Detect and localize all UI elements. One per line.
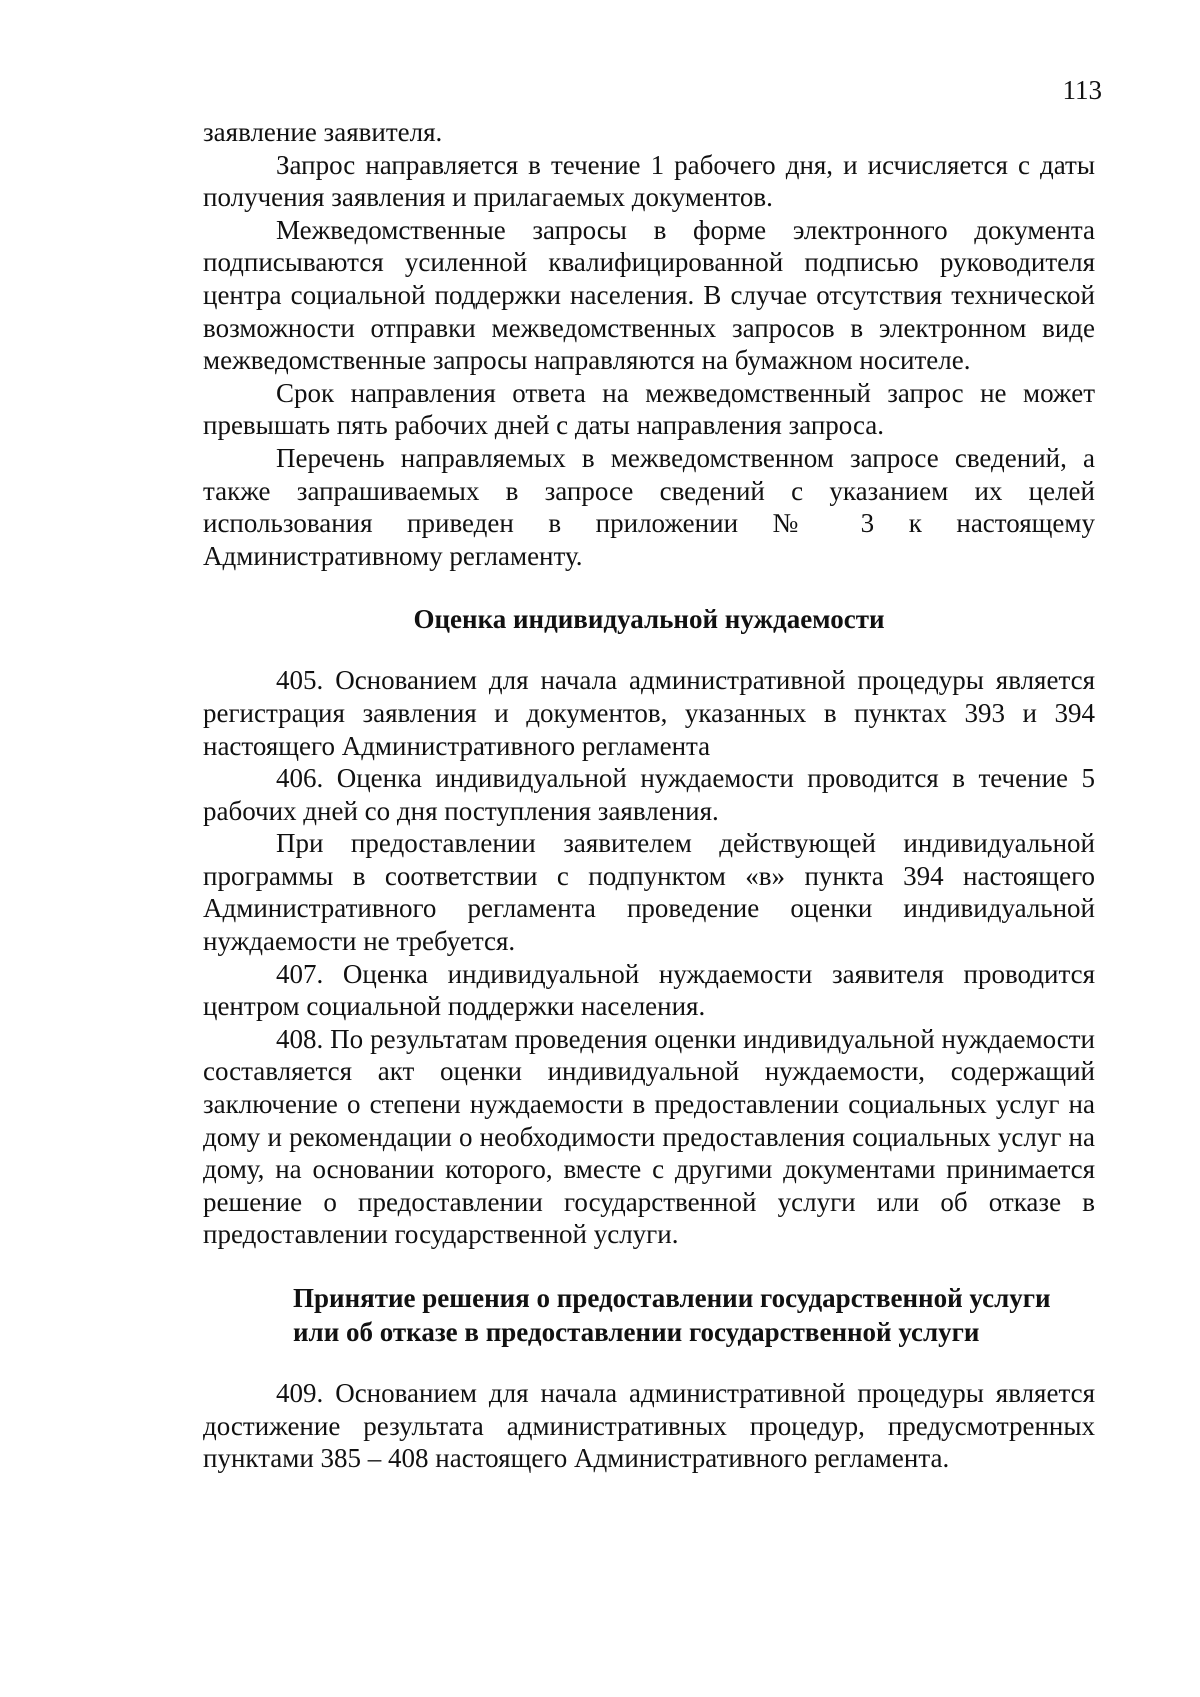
paragraph: При предоставлении заявителем действующей индивидуальной программы в соответствии с подпунктом «в» пункта 394 настоящего Административного регламента проведение оценки индивидуальной нуждаемости не требуется. [203,828,1095,957]
page-number: 113 [1062,75,1102,105]
paragraph: Срок направления ответа на межведомственный запрос не может превышать пять рабочих дней с даты направления запроса. [203,377,1095,441]
section-heading: Оценка индивидуальной нуждаемости [413,604,885,635]
section-heading-line: или об отказе в предоставлении государственной услуги [293,1317,980,1347]
paragraph: 406. Оценка индивидуальной нуждаемости проводится в течение 5 рабочих дней со дня поступления заявления. [203,763,1095,826]
section-heading-line: Принятие решения о предоставлении государственной услуги [293,1283,1051,1313]
paragraph: Перечень направляемых в межведомственном запросе сведений, а также запрашиваемых в запросе сведений с указанием их целей использования приведен в приложении № 3 к настоящему Административному регламенту. [203,442,1095,571]
document-body [203,116,1095,1475]
paragraph: Запрос направляется в течение 1 рабочего дня, и исчисляется с даты получения заявления и прилагаемых документов. [203,149,1095,213]
paragraph: Межведомственные запросы в форме электронного документа подписываются усиленной квалифицированной подписью руководителя центра социальной поддержки населения. В случае отсутствия технической возможности отправки межведомственных запросов в электронном виде межведомственные запросы направляются на бумажном носителе. [203,214,1095,376]
section-heading [203,1281,1095,1349]
paragraph: 408. По результатам проведения оценки индивидуальной нуждаемости составляется акт оценки индивидуальной нуждаемости, содержащий заключение о степени нуждаемости в предоставлении социальных услуг на дому и рекомендации о необходимости предоставления социальных услуг на дому, на основании которого, вместе с другими документами принимается решение о предоставлении государственной услуги или об отказе в предоставлении государственной услуги. [203,1023,1095,1250]
paragraph: заявление заявителя. [203,117,443,147]
paragraph: 407. Оценка индивидуальной нуждаемости заявителя проводится центром социальной поддержки населения. [203,958,1095,1022]
paragraph: 405. Основанием для начала административной процедуры является регистрация заявления и документов, указанных в пунктах 393 и 394 настоящего Административного регламента [203,665,1095,761]
paragraph: 409. Основанием для начала административной процедуры является достижение результата административных процедур, предусмотренных пунктами 385 – 408 настоящего Административного регламента. [203,1378,1095,1474]
